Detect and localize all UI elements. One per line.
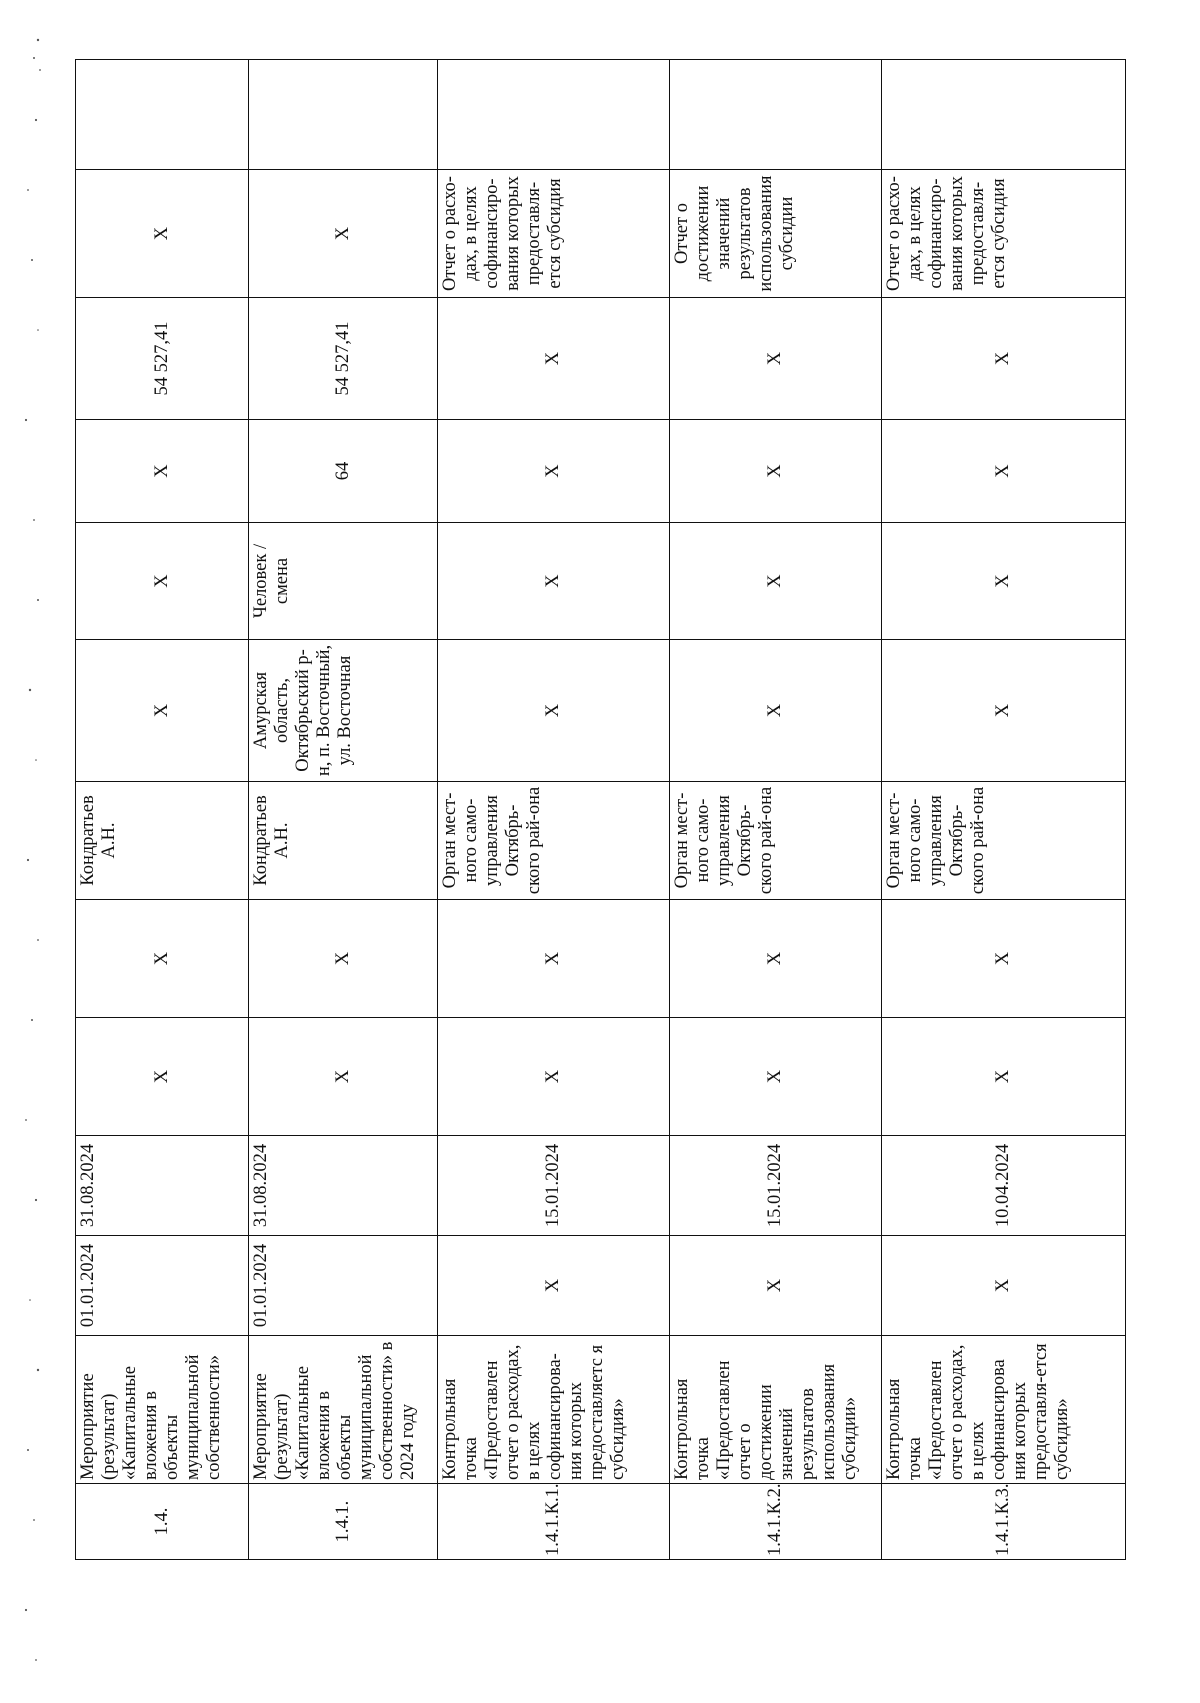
end-date: 31.08.2024 xyxy=(249,1136,438,1236)
col4-value: X xyxy=(670,1018,882,1136)
end-date: 10.04.2024 xyxy=(882,1136,1126,1236)
amount: 54 527,41 xyxy=(249,298,438,420)
value: X xyxy=(882,420,1126,523)
row-number: 1.4.1.К.2. xyxy=(670,1484,882,1560)
col4-value: X xyxy=(882,1018,1126,1136)
table-row xyxy=(438,60,670,1560)
responsible: Кондратьев А.Н. xyxy=(249,782,438,900)
col4-value: X xyxy=(249,1018,438,1136)
amount: X xyxy=(438,298,670,420)
amount: X xyxy=(670,298,882,420)
unit: X xyxy=(670,523,882,640)
document-type: Отчет о достижении значений результатов использования субсидии xyxy=(670,170,882,298)
start-date: X xyxy=(670,1236,882,1336)
table-row xyxy=(249,60,438,1560)
col5-value: X xyxy=(670,900,882,1018)
row-number: 1.4. xyxy=(76,1484,249,1560)
value: X xyxy=(670,420,882,523)
amount: 54 527,41 xyxy=(76,298,249,420)
end-date: 15.01.2024 xyxy=(438,1136,670,1236)
end-date: 31.08.2024 xyxy=(76,1136,249,1236)
row-name: Контрольная точка «Предоставлен отчет о достижении значений результатов использования субсидии» xyxy=(670,1336,882,1484)
document-type: Отчет о расхо-дах, в целях софинансиро-вания которых предоставля-ется субсидия xyxy=(438,170,670,298)
address: X xyxy=(882,640,1126,782)
row-number: 1.4.1.К.1. xyxy=(438,1484,670,1560)
last-cell xyxy=(882,60,1126,170)
responsible: Орган мест-ного само-управления Октябрь-ского рай-она xyxy=(438,782,670,900)
col5-value: X xyxy=(438,900,670,1018)
unit: X xyxy=(76,523,249,640)
end-date: 15.01.2024 xyxy=(670,1136,882,1236)
table-row xyxy=(76,60,249,1560)
rotated-table-wrapper xyxy=(75,60,1125,1560)
table-row xyxy=(882,60,1126,1560)
row-number: 1.4.1. xyxy=(249,1484,438,1560)
row-name: Контрольная точка «Предоставлен отчет о расходах, в целях софинансирова-ния которых предоставляетс я субсидия» xyxy=(438,1336,670,1484)
last-cell xyxy=(438,60,670,170)
responsible: Орган мест-ного само-управления Октябрь-ского рай-она xyxy=(670,782,882,900)
value: X xyxy=(76,420,249,523)
start-date: 01.01.2024 xyxy=(249,1236,438,1336)
col4-value: X xyxy=(76,1018,249,1136)
start-date: X xyxy=(438,1236,670,1336)
row-name: Мероприятие (результат) «Капитальные вложения в объекты муниципальной собственности» в 2024 году xyxy=(249,1336,438,1484)
amount: X xyxy=(882,298,1126,420)
unit: Человек / смена xyxy=(249,523,438,640)
col5-value: X xyxy=(76,900,249,1018)
last-cell xyxy=(76,60,249,170)
unit: X xyxy=(882,523,1126,640)
responsible: Орган мест-ного само-управления Октябрь-ского рай-она xyxy=(882,782,1126,900)
col4-value: X xyxy=(438,1018,670,1136)
row-name: Мероприятие (результат) «Капитальные вложения в объекты муниципальной собственности» xyxy=(76,1336,249,1484)
document-type: X xyxy=(249,170,438,298)
col5-value: X xyxy=(249,900,438,1018)
table-row xyxy=(670,60,882,1560)
last-cell xyxy=(670,60,882,170)
address: X xyxy=(438,640,670,782)
col5-value: X xyxy=(882,900,1126,1018)
document-type: X xyxy=(76,170,249,298)
document-type: Отчет о расхо-дах, в целях софинансиро-вания которых предоставля-ется субсидия xyxy=(882,170,1126,298)
value: 64 xyxy=(249,420,438,523)
responsible: Кондратьев А.Н. xyxy=(76,782,249,900)
start-date: 01.01.2024 xyxy=(76,1236,249,1336)
row-name: Контрольная точка «Предоставлен отчет о расходах, в целях софинансирова ния которых предоставля-ется субсидия» xyxy=(882,1336,1126,1484)
plan-table xyxy=(75,59,1126,1560)
unit: X xyxy=(438,523,670,640)
start-date: X xyxy=(882,1236,1126,1336)
address: X xyxy=(670,640,882,782)
value: X xyxy=(438,420,670,523)
address: Амурская область, Октябрьский р-н, п. Восточный, ул. Восточная xyxy=(249,640,438,782)
last-cell xyxy=(249,60,438,170)
scan-edge-noise xyxy=(8,0,44,1703)
row-number: 1.4.1.К.3. xyxy=(882,1484,1126,1560)
address: X xyxy=(76,640,249,782)
